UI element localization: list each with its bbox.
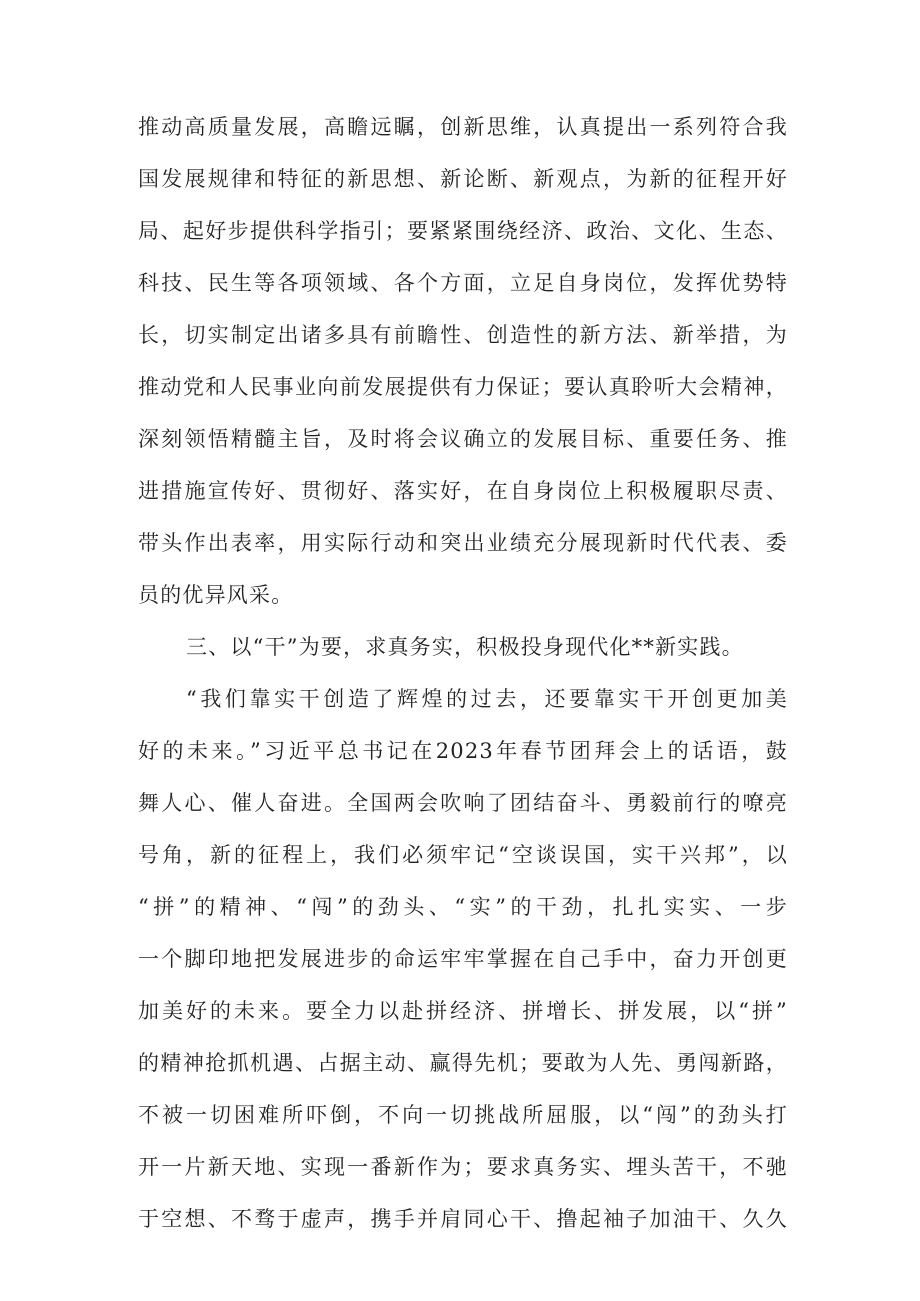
paragraph-2-line-8: 的精神抢抓机遇、占据主动、赢得先机；要敢为人先、勇闯新路， (138, 1051, 788, 1075)
paragraph-2-line-10: 开一片新天地、实现一番新作为；要求真务实、埋头苦干，不驰 (138, 1155, 788, 1179)
section-heading: 三、以“干”为要，求真务实，积极投身现代化**新实践。 (186, 635, 744, 659)
paragraph-1-line-3: 局、起好步提供科学指引；要紧紧围绕经济、政治、文化、生态、 (138, 219, 788, 243)
paragraph-2-line-3: 舞人心、催人奋进。全国两会吹响了团结奋斗、勇毅前行的嘹亮 (138, 791, 788, 815)
paragraph-1-line-10: 员的优异风采。 (138, 583, 294, 607)
paragraph-1-line-6: 推动党和人民事业向前发展提供有力保证；要认真聆听大会精神， (138, 375, 788, 399)
paragraph-2-line-9: 不被一切困难所吓倒，不向一切挑战所屈服，以“闯”的劲头打 (138, 1103, 788, 1127)
paragraph-2-line-1: “我们靠实干创造了辉煌的过去，还要靠实干开创更加美 (186, 687, 788, 711)
paragraph-1-line-5: 长，切实制定出诸多具有前瞻性、创造性的新方法、新举措，为 (138, 323, 788, 347)
paragraph-2-line-5: “拼”的精神、“闯”的劲头、“实”的干劲，扎扎实实、一步 (138, 895, 788, 919)
paragraph-1-line-4: 科技、民生等各项领域、各个方面，立足自身岗位，发挥优势特 (138, 271, 788, 295)
paragraph-2-line-11: 于空想、不骛于虚声，携手并肩同心干、撸起袖子加油干、久久 (138, 1207, 788, 1231)
paragraph-1-line-8: 进措施宣传好、贯彻好、落实好，在自身岗位上积极履职尽责、 (138, 479, 788, 503)
paragraph-1-line-7: 深刻领悟精髓主旨，及时将会议确立的发展目标、重要任务、推 (138, 427, 788, 451)
paragraph-2-line-4: 号角，新的征程上，我们必须牢记“空谈误国，实干兴邦”，以 (138, 843, 788, 867)
paragraph-1-line-1: 推动高质量发展，高瞻远瞩，创新思维，认真提出一系列符合我 (138, 115, 788, 139)
paragraph-2-line-6: 一个脚印地把发展进步的命运牢牢掌握在自己手中，奋力开创更 (138, 947, 788, 971)
paragraph-1-line-2: 国发展规律和特征的新思想、新论断、新观点，为新的征程开好 (138, 167, 788, 191)
paragraph-2-line-2: 好的未来。”习近平总书记在2023年春节团拜会上的话语，鼓 (138, 739, 788, 763)
paragraph-2-line-7: 加美好的未来。要全力以赴拼经济、拼增长、拼发展，以“拼” (138, 999, 788, 1023)
paragraph-1-line-9: 带头作出表率，用实际行动和突出业绩充分展现新时代代表、委 (138, 531, 788, 555)
